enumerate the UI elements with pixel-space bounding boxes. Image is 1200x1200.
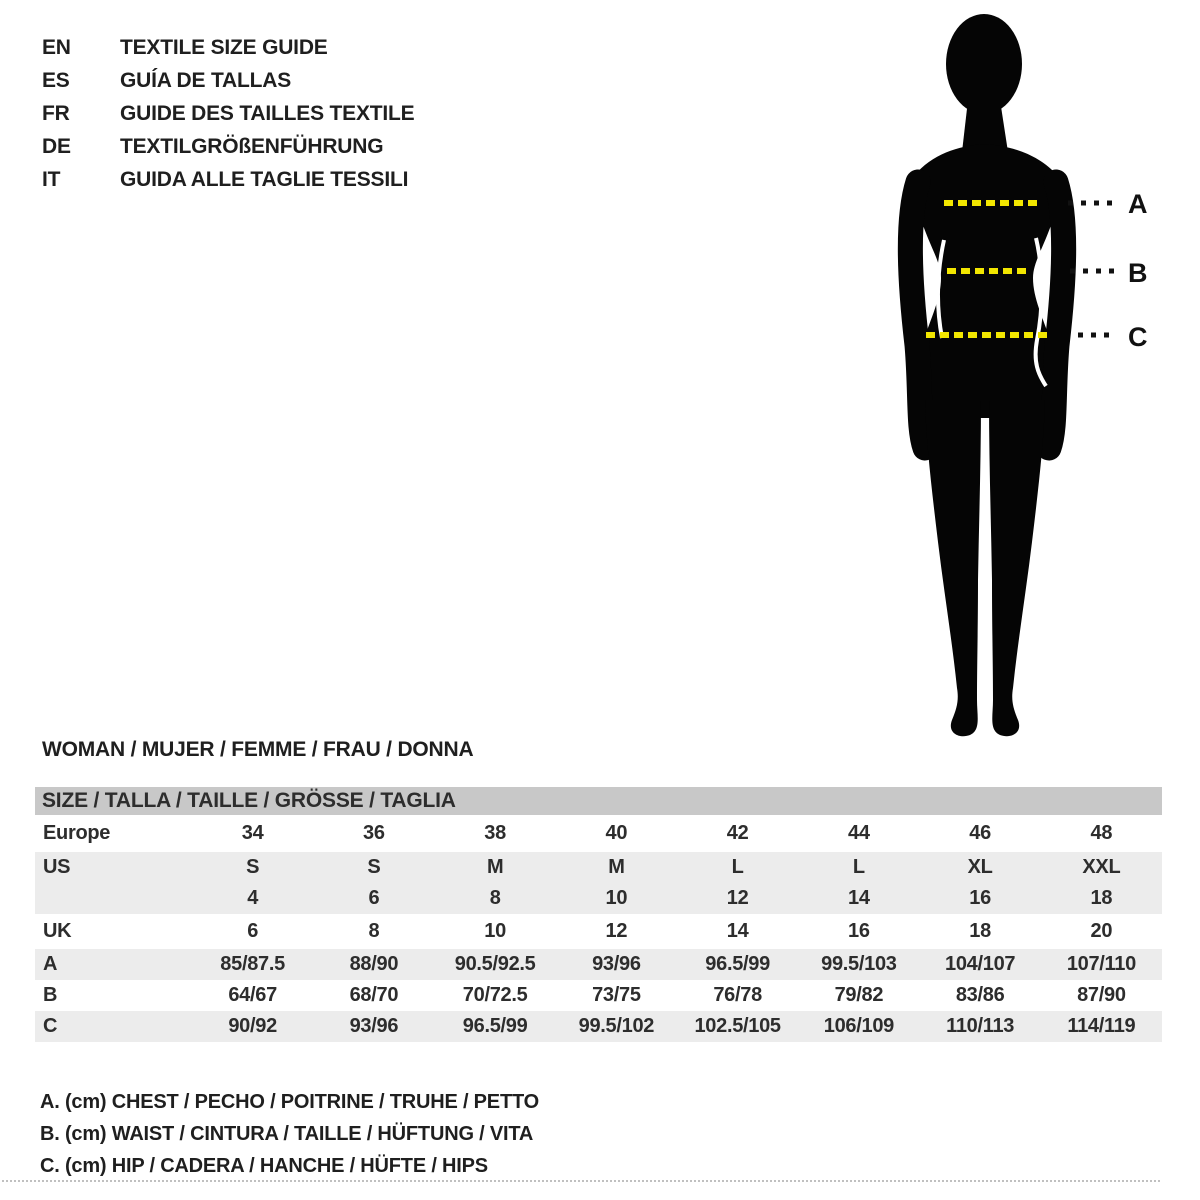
table-cell: 83/86 [955,984,1005,1006]
table-cell: 16 [848,920,870,942]
bottom-divider [2,1180,1160,1182]
size-table-header: SIZE / TALLA / TAILLE / GRÖSSE / TAGLIA [35,787,1162,815]
table-cell: 42 [726,822,749,844]
table-cell: M [608,856,625,878]
table-cell: 44 [848,822,870,844]
language-code: FR [42,102,70,125]
table-cell: 106/109 [823,1015,894,1037]
table-cell: 10 [484,920,506,942]
table-cell: 34 [241,822,264,844]
table-row [35,949,1162,980]
language-row [42,69,414,91]
table-cell: 99.5/103 [821,953,897,975]
row-label: UK [43,920,72,942]
language-code: EN [42,36,71,59]
legend-item: B. (cm) WAIST / CINTURA / TAILLE / HÜFTUNG / VITA [40,1123,534,1145]
table-cell: 4 [247,887,259,909]
table-cell: 68/70 [349,984,399,1006]
table-cell: 6 [368,887,380,909]
row-label: Europe [43,822,111,844]
language-label: GUIDE DES TAILLES TEXTILE [120,102,415,125]
table-cell: 93/96 [592,953,641,975]
language-label: TEXTILGRÖßENFÜHRUNG [120,135,384,158]
table-cell: 79/82 [834,984,884,1006]
size-table [35,787,1162,1042]
table-cell: XL [967,856,993,878]
table-cell: 8 [489,887,501,909]
language-label: GUÍA DE TALLAS [120,69,292,92]
table-cell: 102.5/105 [694,1015,781,1037]
marker-label-c: C [1128,322,1148,352]
table-cell: 12 [605,920,628,942]
table-cell: M [486,856,504,878]
table-cell: 85/87.5 [220,953,285,975]
table-cell: 40 [605,822,628,844]
table-cell: 64/67 [228,984,277,1006]
table-cell: 8 [368,920,380,942]
table-cell: 18 [1090,887,1113,909]
table-cell: 90.5/92.5 [454,953,536,975]
table-cell: 99.5/102 [578,1015,655,1037]
table-cell: 104/107 [945,953,1016,975]
language-code: ES [42,69,70,92]
woman-silhouette [880,0,1200,740]
table-row [35,883,1162,914]
table-cell: 16 [969,887,991,909]
table-cell: 70/72.5 [462,984,528,1006]
language-row [42,102,414,124]
table-cell: 38 [484,822,506,844]
table-cell: 73/75 [592,984,641,1006]
table-cell: 87/90 [1077,984,1126,1006]
table-cell: L [731,856,744,878]
size-table-body [35,815,1162,1042]
measurement-legend [40,1091,539,1187]
table-cell: 14 [848,887,870,909]
marker-label-a: A [1128,189,1148,219]
table-cell: 88/90 [349,953,399,975]
table-cell: 48 [1090,822,1113,844]
table-cell: S [246,856,260,878]
table-row [35,815,1162,852]
language-row [42,135,414,157]
table-row [35,980,1162,1011]
table-cell: 96.5/99 [462,1015,528,1037]
table-cell: 90/92 [228,1015,277,1037]
table-cell: 18 [969,920,991,942]
language-label: TEXTILE SIZE GUIDE [120,36,328,59]
table-cell: 114/119 [1067,1015,1136,1037]
legend-item: C. (cm) HIP / CADERA / HANCHE / HÜFTE / HIPS [40,1155,488,1177]
table-cell: 107/110 [1066,953,1136,975]
table-cell: S [367,856,381,878]
table-cell: 76/78 [713,984,762,1006]
table-cell: 96.5/99 [705,953,770,975]
language-guide [42,36,414,201]
table-cell: 110/113 [946,1015,1015,1037]
row-label [35,883,192,914]
language-code: DE [42,135,71,158]
row-label: US [43,856,71,878]
table-row [35,1011,1162,1042]
legend-item: A. (cm) CHEST / PECHO / POITRINE / TRUHE / PETTO [40,1091,539,1113]
language-row [42,36,414,58]
marker-label-b: B [1128,258,1148,288]
row-label: B [43,984,58,1006]
table-row [35,852,1162,883]
language-row [42,168,414,190]
table-cell: 14 [726,920,749,942]
table-cell: 93/96 [349,1015,399,1037]
table-cell: 46 [969,822,991,844]
table-row [35,914,1162,949]
table-cell: 6 [247,920,259,942]
row-label: A [43,953,58,975]
table-cell: L [852,856,865,878]
language-label: GUIDA ALLE TAGLIE TESSILI [120,168,409,191]
language-code: IT [42,168,61,191]
table-cell: XXL [1082,856,1121,878]
table-cell: 36 [363,822,385,844]
row-label: C [43,1015,58,1037]
section-title: WOMAN / MUJER / FEMME / FRAU / DONNA [42,738,474,761]
table-cell: 12 [726,887,749,909]
table-cell: 10 [605,887,628,909]
table-cell: 20 [1090,920,1113,942]
